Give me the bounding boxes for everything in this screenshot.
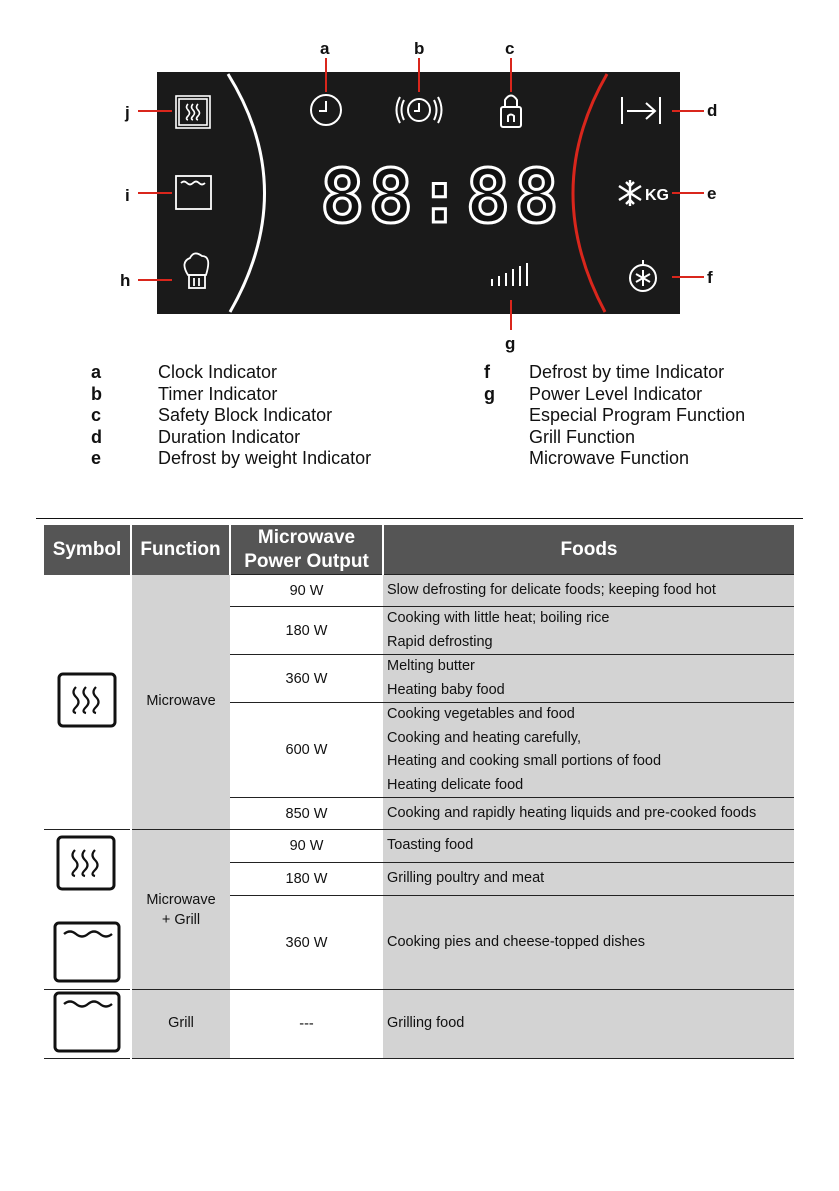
callout-i: i [125, 186, 130, 205]
power-cell: 360 W [230, 655, 383, 703]
power-cell: --- [230, 990, 383, 1059]
callout-e: e [707, 184, 717, 203]
legend-item: f Defrost by time Indicator [484, 362, 725, 382]
power-cell: 180 W [230, 607, 383, 655]
foods-cell: Toasting food [383, 830, 794, 863]
snowflake-icon [619, 180, 641, 206]
callout-b: b [414, 39, 425, 58]
legend-item: Grill Function [529, 426, 636, 447]
legend-item: g Power Level Indicator [484, 383, 703, 404]
power-cell: 360 W [230, 896, 383, 990]
legend-item: d Duration Indicator [91, 426, 301, 447]
microwave-icon [176, 96, 210, 128]
foods-cell: Grilling food [383, 990, 794, 1059]
foods-cell: Cooking and rapidly heating liquids and pre-cooked foods [383, 798, 794, 830]
header-power: Microwave Power Output [230, 525, 383, 575]
header-symbol: Symbol [44, 525, 131, 575]
legend-item: c Safety Block Indicator [91, 405, 333, 426]
callout-d: d [707, 101, 718, 120]
callout-j: j [125, 103, 130, 122]
clock-icon [311, 95, 341, 125]
power-table [44, 525, 794, 1059]
chef-hat-icon [184, 253, 208, 288]
function-cell: Microwave + Grill [131, 830, 230, 990]
legend-item: a Clock Indicator [91, 362, 278, 382]
callout-f: f [707, 268, 713, 287]
timer-icon [397, 97, 442, 123]
table-header-row [44, 525, 794, 575]
section-divider [36, 518, 803, 519]
defrost-timer-icon [630, 260, 656, 291]
header-function: Function [131, 525, 230, 575]
left-arc [228, 74, 265, 312]
microwave-icon [58, 837, 114, 889]
grill-icon [52, 990, 122, 1054]
power-cell: 850 W [230, 798, 383, 830]
power-cell: 180 W [230, 863, 383, 896]
callout-h: h [120, 271, 131, 290]
microwave-icon [56, 671, 118, 729]
function-cell: Microwave [131, 575, 230, 830]
legend-item: b Timer Indicator [91, 383, 278, 404]
legend-left [91, 362, 411, 472]
foods-cell: Cooking pies and cheese-topped dishes [383, 896, 794, 990]
power-level-icon [491, 263, 528, 286]
callout-a: a [320, 39, 330, 58]
foods-cell: Cooking with little heat; boiling rice Rapid defrosting [383, 607, 794, 655]
power-cell: 90 W [230, 830, 383, 863]
legend-item: e Defrost by weight Indicator [91, 448, 372, 469]
foods-cell: Melting butter Heating baby food [383, 655, 794, 703]
legend-item: Microwave Function [529, 448, 690, 469]
foods-cell: Grilling poultry and meat [383, 863, 794, 896]
legend-right [484, 362, 784, 472]
grill-icon [55, 923, 119, 981]
symbol-cell [44, 990, 131, 1059]
foods-cell: Slow defrosting for delicate foods; keeping food hot [383, 575, 794, 607]
microwave-grill-icons [52, 833, 122, 983]
callout-c: c [505, 39, 515, 58]
table-row [44, 990, 794, 1059]
table-row [44, 575, 794, 607]
segment-display: 88:88 [320, 154, 563, 240]
duration-icon [622, 97, 660, 124]
legend-item: Especial Program Function [529, 405, 746, 426]
foods-cell: Cooking vegetables and food Cooking and heating carefully, Heating and cooking small portions of food Heating delicate food [383, 703, 794, 798]
symbol-cell [44, 830, 131, 990]
header-foods: Foods [383, 525, 794, 575]
function-cell: Grill [131, 990, 230, 1059]
power-cell: 90 W [230, 575, 383, 607]
callout-g: g [505, 334, 516, 353]
right-arc [573, 74, 607, 312]
symbol-cell [44, 575, 131, 830]
kg-label: KG [645, 187, 669, 204]
power-cell: 600 W [230, 703, 383, 798]
table-row [44, 830, 794, 863]
lock-icon [501, 96, 521, 128]
grill-icon [176, 176, 211, 209]
